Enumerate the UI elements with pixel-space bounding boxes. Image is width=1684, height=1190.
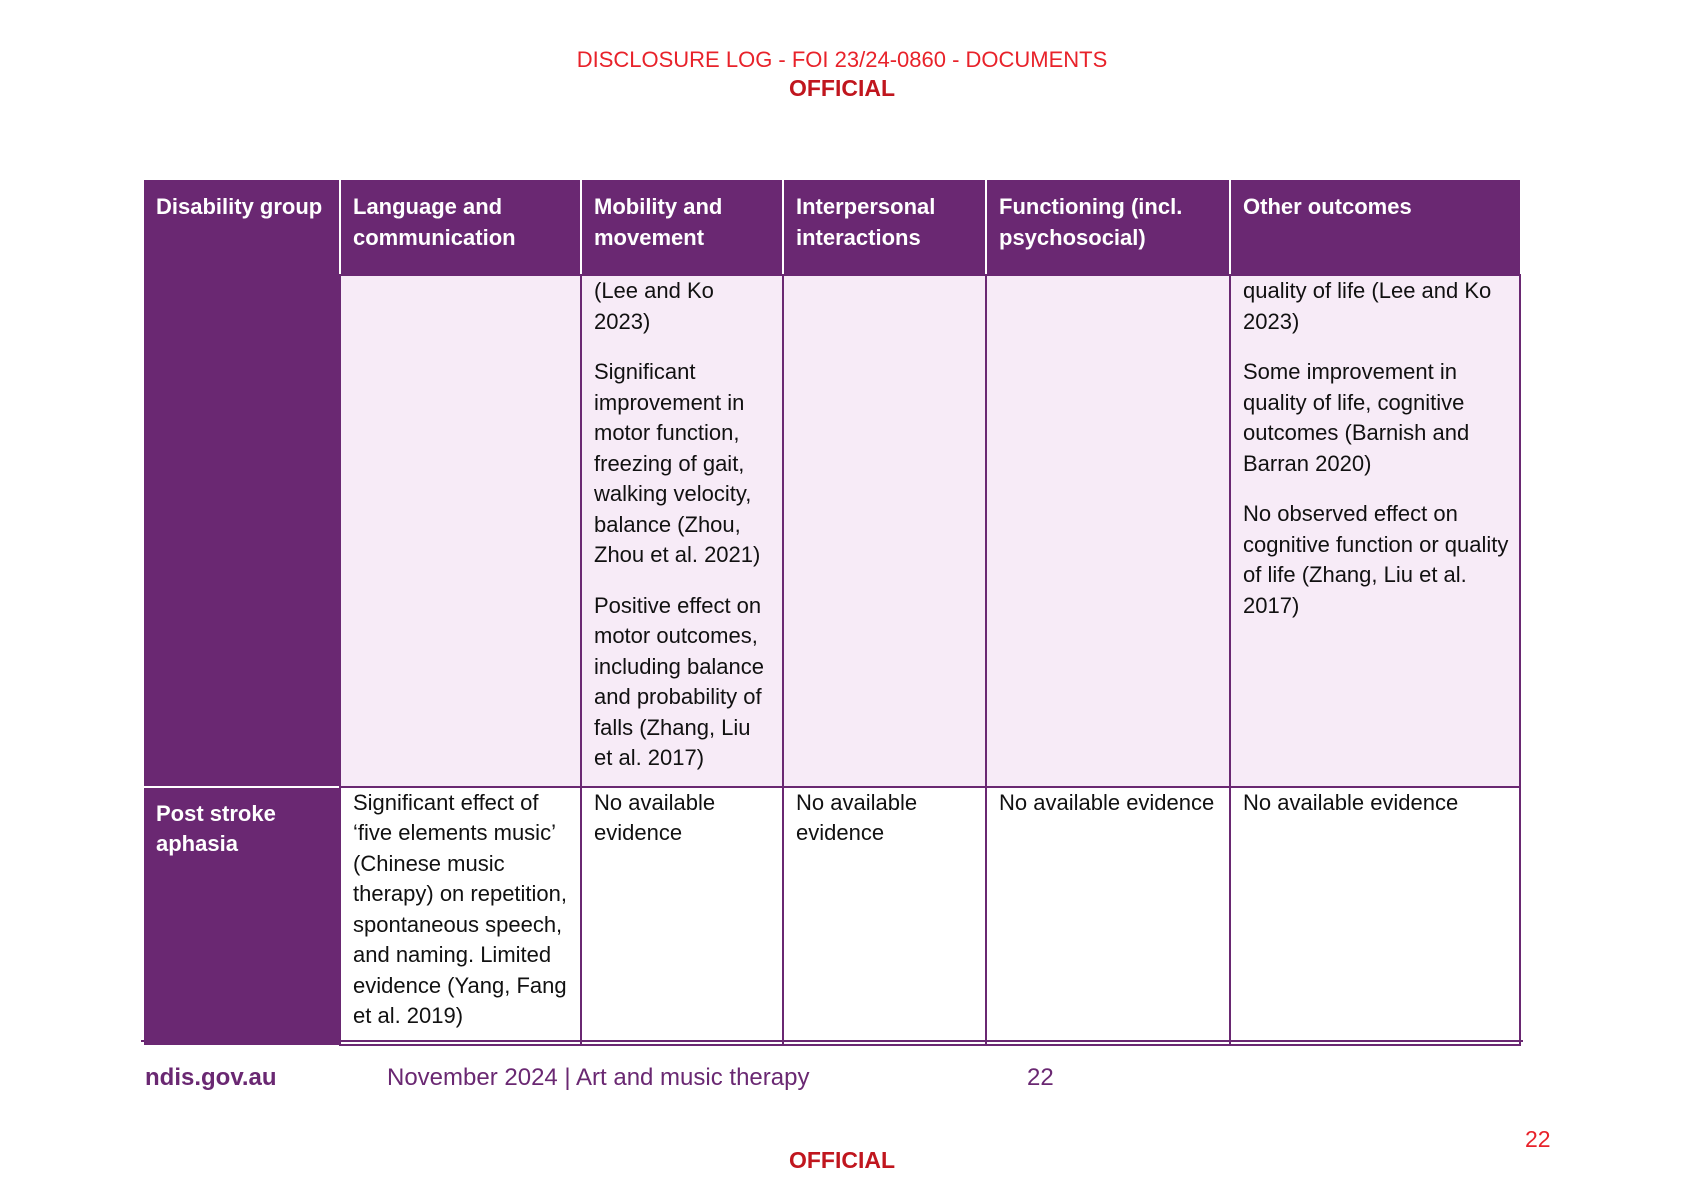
footer-page-number: 22 bbox=[1027, 1064, 1054, 1091]
footer-site-link[interactable]: ndis.gov.au bbox=[145, 1064, 277, 1091]
col-header-disability-group: Disability group bbox=[144, 180, 340, 275]
language-cell: Significant effect of ‘five elements music’ (Chinese music therapy) on repetition, spontaneous speech, and naming. Limited evidence (Yang, Fang et al. 2019) bbox=[340, 787, 581, 1045]
footer-divider bbox=[141, 1040, 1523, 1042]
evidence-entry: No observed effect on cognitive function or quality of life (Zhang, Liu et al. 2017) bbox=[1243, 501, 1509, 618]
evidence-entry: (Lee and Ko 2023) bbox=[594, 278, 714, 334]
disability-group-cell: Post stroke aphasia bbox=[144, 787, 340, 1045]
col-header-mobility: Mobility and movement bbox=[581, 180, 783, 275]
evidence-entry: Significant improvement in motor function, freezing of gait, walking velocity, balance (Zhou, Zhou et al. 2021) bbox=[594, 359, 761, 567]
language-cell bbox=[340, 275, 581, 787]
interpersonal-cell bbox=[783, 275, 986, 787]
evidence-entry: quality of life (Lee and Ko 2023) bbox=[1243, 278, 1492, 334]
classification-footer: OFFICIAL bbox=[788, 1147, 896, 1173]
mobility-cell bbox=[581, 275, 783, 787]
disclosure-page-stamp: 22 bbox=[1525, 1126, 1551, 1152]
classification-header: OFFICIAL bbox=[788, 75, 896, 101]
functioning-cell bbox=[986, 275, 1230, 787]
interpersonal-cell: No available evidence bbox=[783, 787, 986, 1045]
col-header-language: Language and communication bbox=[340, 180, 581, 275]
col-header-other: Other outcomes bbox=[1230, 180, 1520, 275]
mobility-cell: No available evidence bbox=[581, 787, 783, 1045]
table-row bbox=[144, 275, 1520, 787]
footer-document-title: November 2024 | Art and music therapy bbox=[387, 1064, 810, 1091]
other-outcomes-cell bbox=[1230, 275, 1520, 787]
evidence-entry: Positive effect on motor outcomes, including balance and probability of falls (Zhang, Liu et al. 2017) bbox=[594, 592, 765, 770]
col-header-functioning: Functioning (incl. psychosocial) bbox=[986, 180, 1230, 275]
col-header-interpersonal: Interpersonal interactions bbox=[783, 180, 986, 275]
evidence-table bbox=[144, 180, 1521, 1046]
evidence-entry: Some improvement in quality of life, cognitive outcomes (Barnish and Barran 2020) bbox=[1243, 359, 1470, 476]
table-header-row bbox=[144, 180, 1520, 275]
functioning-cell: No available evidence bbox=[986, 787, 1230, 1045]
table-row bbox=[144, 787, 1520, 1045]
disclosure-header: DISCLOSURE LOG - FOI 23/24-0860 - DOCUMENTS bbox=[576, 47, 1108, 72]
other-outcomes-cell: No available evidence bbox=[1230, 787, 1520, 1045]
disability-group-cell bbox=[144, 275, 340, 787]
